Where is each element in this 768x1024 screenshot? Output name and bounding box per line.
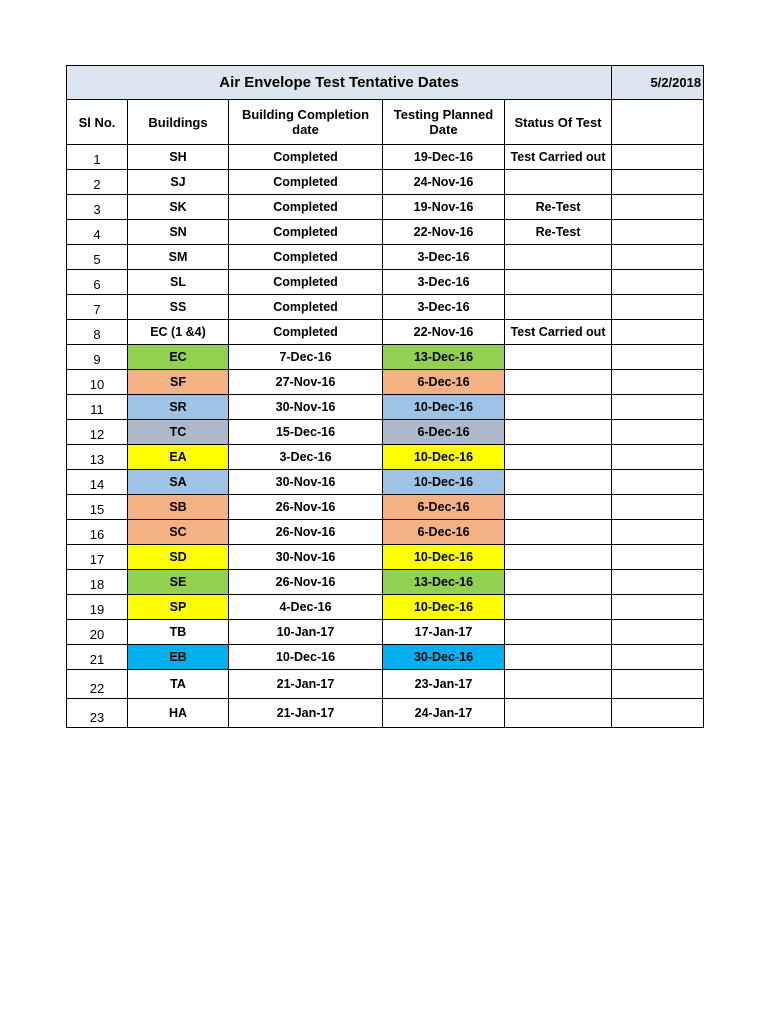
sl-no-cell[interactable]: 16 (67, 520, 128, 545)
completion-date-cell[interactable]: 26-Nov-16 (229, 520, 383, 545)
sl-no-cell[interactable]: 17 (67, 545, 128, 570)
building-cell[interactable]: EB (128, 645, 229, 670)
planned-date-cell[interactable]: 13-Dec-16 (383, 345, 505, 370)
building-cell[interactable]: SN (128, 220, 229, 245)
header-completion-date[interactable]: Building Completion date (229, 100, 383, 145)
status-cell[interactable]: Test Carried out (505, 320, 612, 345)
header-blank[interactable] (612, 100, 704, 145)
sl-no-cell[interactable]: 2 (67, 170, 128, 195)
status-cell[interactable] (505, 570, 612, 595)
blank-cell[interactable] (612, 670, 704, 699)
building-cell[interactable]: SM (128, 245, 229, 270)
sl-no-cell[interactable]: 1 (67, 145, 128, 170)
table-row (67, 295, 704, 320)
header-status-of-test[interactable]: Status Of Test (505, 100, 612, 145)
planned-date-cell[interactable]: 19-Dec-16 (383, 145, 505, 170)
status-cell[interactable] (505, 420, 612, 445)
status-cell[interactable] (505, 270, 612, 295)
planned-date-cell[interactable]: 6-Dec-16 (383, 520, 505, 545)
planned-date-cell[interactable]: 10-Dec-16 (383, 545, 505, 570)
table-row (67, 699, 704, 728)
table-row (67, 220, 704, 245)
completion-date-cell[interactable]: 7-Dec-16 (229, 345, 383, 370)
completion-date-cell[interactable]: 21-Jan-17 (229, 670, 383, 699)
table-row (67, 595, 704, 620)
building-cell[interactable]: HA (128, 699, 229, 728)
table-row (67, 345, 704, 370)
building-cell[interactable]: SB (128, 495, 229, 520)
planned-date-cell[interactable]: 3-Dec-16 (383, 245, 505, 270)
building-cell[interactable]: TB (128, 620, 229, 645)
completion-date-cell[interactable]: 21-Jan-17 (229, 699, 383, 728)
table-row (67, 470, 704, 495)
header-sl-no[interactable]: Sl No. (67, 100, 128, 145)
status-cell[interactable] (505, 620, 612, 645)
completion-date-cell[interactable]: 30-Nov-16 (229, 545, 383, 570)
sl-no-cell[interactable]: 12 (67, 420, 128, 445)
building-cell[interactable]: SF (128, 370, 229, 395)
building-cell[interactable]: SS (128, 295, 229, 320)
header-testing-planned-date[interactable]: Testing Planned Date (383, 100, 505, 145)
status-cell[interactable] (505, 495, 612, 520)
table-row (67, 245, 704, 270)
blank-cell[interactable] (612, 699, 704, 728)
sl-no-cell[interactable]: 23 (67, 699, 128, 728)
blank-cell[interactable] (612, 170, 704, 195)
building-cell[interactable]: SJ (128, 170, 229, 195)
building-cell[interactable]: SC (128, 520, 229, 545)
sl-no-cell[interactable]: 15 (67, 495, 128, 520)
blank-cell[interactable] (612, 545, 704, 570)
completion-date-cell[interactable]: 26-Nov-16 (229, 570, 383, 595)
planned-date-cell[interactable]: 22-Nov-16 (383, 220, 505, 245)
building-cell[interactable]: SD (128, 545, 229, 570)
status-cell[interactable] (505, 295, 612, 320)
table-row (67, 420, 704, 445)
planned-date-cell[interactable]: 23-Jan-17 (383, 670, 505, 699)
table-row (67, 395, 704, 420)
header-buildings[interactable]: Buildings (128, 100, 229, 145)
sl-no-cell[interactable]: 21 (67, 645, 128, 670)
status-cell[interactable]: Re-Test (505, 220, 612, 245)
spreadsheet-page (66, 65, 704, 728)
building-cell[interactable]: TC (128, 420, 229, 445)
blank-cell[interactable] (612, 645, 704, 670)
completion-date-cell[interactable]: 30-Nov-16 (229, 470, 383, 495)
blank-cell[interactable] (612, 620, 704, 645)
building-cell[interactable]: SA (128, 470, 229, 495)
status-cell[interactable] (505, 245, 612, 270)
blank-cell[interactable] (612, 345, 704, 370)
status-cell[interactable] (505, 520, 612, 545)
planned-date-cell[interactable]: 10-Dec-16 (383, 470, 505, 495)
blank-cell[interactable] (612, 220, 704, 245)
completion-date-cell[interactable]: Completed (229, 320, 383, 345)
building-cell[interactable]: TA (128, 670, 229, 699)
header-row (67, 100, 704, 145)
blank-cell[interactable] (612, 270, 704, 295)
blank-cell[interactable] (612, 145, 704, 170)
sl-no-cell[interactable]: 6 (67, 270, 128, 295)
planned-date-cell[interactable]: 3-Dec-16 (383, 270, 505, 295)
table-row (67, 145, 704, 170)
completion-date-cell[interactable]: 10-Jan-17 (229, 620, 383, 645)
sheet-title[interactable]: Air Envelope Test Tentative Dates (67, 66, 612, 100)
sl-no-cell[interactable]: 22 (67, 670, 128, 699)
planned-date-cell[interactable]: 3-Dec-16 (383, 295, 505, 320)
sl-no-cell[interactable]: 13 (67, 445, 128, 470)
completion-date-cell[interactable]: Completed (229, 145, 383, 170)
completion-date-cell[interactable]: 27-Nov-16 (229, 370, 383, 395)
table-row (67, 545, 704, 570)
status-cell[interactable] (505, 595, 612, 620)
planned-date-cell[interactable]: 24-Nov-16 (383, 170, 505, 195)
table-row (67, 195, 704, 220)
completion-date-cell[interactable]: Completed (229, 220, 383, 245)
sl-no-cell[interactable]: 4 (67, 220, 128, 245)
planned-date-cell[interactable]: 19-Nov-16 (383, 195, 505, 220)
title-row (67, 66, 704, 100)
building-cell[interactable]: SR (128, 395, 229, 420)
completion-date-cell[interactable]: Completed (229, 195, 383, 220)
status-cell[interactable] (505, 545, 612, 570)
blank-cell[interactable] (612, 570, 704, 595)
table-row (67, 445, 704, 470)
building-cell[interactable]: SK (128, 195, 229, 220)
building-cell[interactable]: EA (128, 445, 229, 470)
table-row (67, 670, 704, 699)
table-row (67, 370, 704, 395)
status-cell[interactable] (505, 445, 612, 470)
sl-no-cell[interactable]: 3 (67, 195, 128, 220)
status-cell[interactable]: Re-Test (505, 195, 612, 220)
sl-no-cell[interactable]: 18 (67, 570, 128, 595)
building-cell[interactable]: EC (1 &4) (128, 320, 229, 345)
table-row (67, 520, 704, 545)
completion-date-cell[interactable]: 3-Dec-16 (229, 445, 383, 470)
sheet-date[interactable]: 5/2/2018 (612, 66, 704, 100)
sl-no-cell[interactable]: 19 (67, 595, 128, 620)
blank-cell[interactable] (612, 445, 704, 470)
air-envelope-test-table (66, 65, 704, 728)
blank-cell[interactable] (612, 520, 704, 545)
table-row (67, 170, 704, 195)
planned-date-cell[interactable]: 10-Dec-16 (383, 445, 505, 470)
blank-cell[interactable] (612, 495, 704, 520)
completion-date-cell[interactable]: Completed (229, 270, 383, 295)
blank-cell[interactable] (612, 295, 704, 320)
sl-no-cell[interactable]: 20 (67, 620, 128, 645)
blank-cell[interactable] (612, 245, 704, 270)
blank-cell[interactable] (612, 470, 704, 495)
planned-date-cell[interactable]: 6-Dec-16 (383, 495, 505, 520)
planned-date-cell[interactable]: 30-Dec-16 (383, 645, 505, 670)
building-cell[interactable]: SE (128, 570, 229, 595)
completion-date-cell[interactable]: Completed (229, 170, 383, 195)
planned-date-cell[interactable]: 10-Dec-16 (383, 395, 505, 420)
table-row (67, 320, 704, 345)
planned-date-cell[interactable]: 24-Jan-17 (383, 699, 505, 728)
planned-date-cell[interactable]: 10-Dec-16 (383, 595, 505, 620)
sl-no-cell[interactable]: 8 (67, 320, 128, 345)
completion-date-cell[interactable]: 10-Dec-16 (229, 645, 383, 670)
sl-no-cell[interactable]: 14 (67, 470, 128, 495)
blank-cell[interactable] (612, 320, 704, 345)
sl-no-cell[interactable]: 5 (67, 245, 128, 270)
sl-no-cell[interactable]: 11 (67, 395, 128, 420)
status-cell[interactable] (505, 395, 612, 420)
status-cell[interactable] (505, 645, 612, 670)
blank-cell[interactable] (612, 420, 704, 445)
planned-date-cell[interactable]: 13-Dec-16 (383, 570, 505, 595)
building-cell[interactable]: EC (128, 345, 229, 370)
status-cell[interactable]: Test Carried out (505, 145, 612, 170)
table-row (67, 620, 704, 645)
building-cell[interactable]: SP (128, 595, 229, 620)
completion-date-cell[interactable]: Completed (229, 295, 383, 320)
status-cell[interactable] (505, 170, 612, 195)
planned-date-cell[interactable]: 22-Nov-16 (383, 320, 505, 345)
blank-cell[interactable] (612, 595, 704, 620)
status-cell[interactable] (505, 670, 612, 699)
status-cell[interactable] (505, 699, 612, 728)
planned-date-cell[interactable]: 6-Dec-16 (383, 420, 505, 445)
planned-date-cell[interactable]: 17-Jan-17 (383, 620, 505, 645)
blank-cell[interactable] (612, 195, 704, 220)
blank-cell[interactable] (612, 395, 704, 420)
completion-date-cell[interactable]: 4-Dec-16 (229, 595, 383, 620)
planned-date-cell[interactable]: 6-Dec-16 (383, 370, 505, 395)
status-cell[interactable] (505, 345, 612, 370)
table-row (67, 270, 704, 295)
sl-no-cell[interactable]: 10 (67, 370, 128, 395)
status-cell[interactable] (505, 470, 612, 495)
sl-no-cell[interactable]: 9 (67, 345, 128, 370)
completion-date-cell[interactable]: Completed (229, 245, 383, 270)
completion-date-cell[interactable]: 30-Nov-16 (229, 395, 383, 420)
blank-cell[interactable] (612, 370, 704, 395)
table-row (67, 570, 704, 595)
table-row (67, 645, 704, 670)
sl-no-cell[interactable]: 7 (67, 295, 128, 320)
completion-date-cell[interactable]: 26-Nov-16 (229, 495, 383, 520)
status-cell[interactable] (505, 370, 612, 395)
table-row (67, 495, 704, 520)
completion-date-cell[interactable]: 15-Dec-16 (229, 420, 383, 445)
building-cell[interactable]: SL (128, 270, 229, 295)
building-cell[interactable]: SH (128, 145, 229, 170)
